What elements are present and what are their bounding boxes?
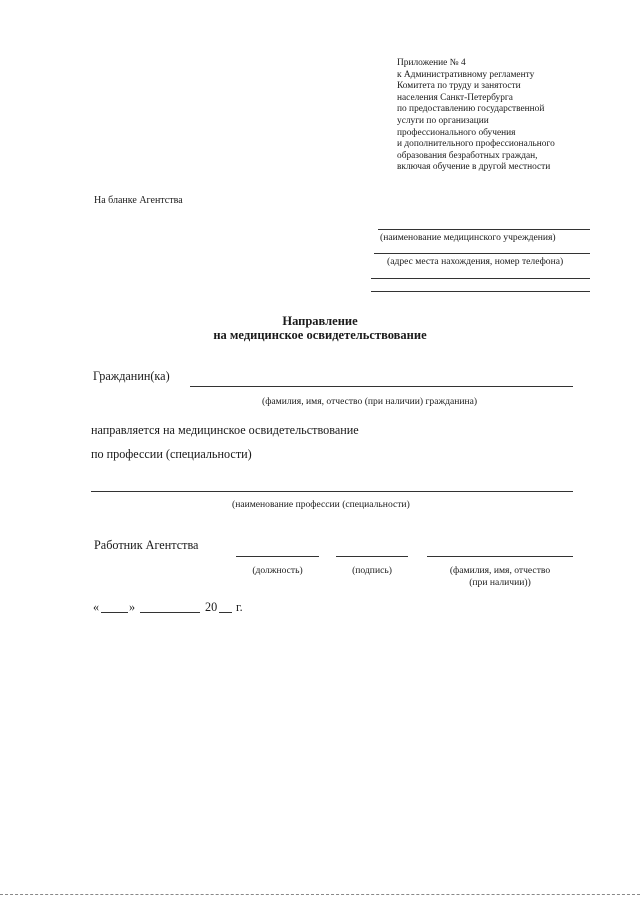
citizen-caption: (фамилия, имя, отчество (при наличии) гражданина) <box>262 396 478 407</box>
appendix-line: Приложение № 4 <box>397 58 466 68</box>
sign-line <box>336 556 408 557</box>
appendix-line: Комитета по труду и занятости <box>397 81 521 92</box>
appendix-line: населения Санкт-Петербурга <box>397 92 513 103</box>
document-title: Направление <box>282 314 358 328</box>
referral-text: направляется на медицинское освидетельствование <box>91 423 359 437</box>
profession-caption: (наименование профессии (специальности) <box>232 499 410 510</box>
date-open-quote: « <box>93 600 100 614</box>
appendix-line: услуги по организации <box>397 115 489 126</box>
day-field <box>101 600 128 613</box>
citizen-label: Гражданин(ка) <box>93 369 170 383</box>
appendix-line: образования безработных граждан, <box>397 150 538 161</box>
letterhead-note: На бланке Агентства <box>94 195 183 206</box>
appendix-line: и дополнительного профессионального <box>397 139 555 150</box>
year-suffix: г. <box>236 600 243 614</box>
document-subtitle: на медицинское освидетельствование <box>213 328 427 342</box>
profession-line <box>91 491 573 492</box>
position-line <box>236 556 319 557</box>
address-line-1 <box>374 253 590 254</box>
address-line-3 <box>371 291 590 292</box>
appendix-line: включая обучение в другой местности <box>397 162 551 173</box>
name-line <box>427 556 573 557</box>
signature-label: Работник Агентства <box>94 538 199 552</box>
year-prefix: 20 <box>205 600 218 614</box>
scan-edge-line <box>0 894 640 895</box>
institution-caption: (наименование медицинского учреждения) <box>380 232 556 243</box>
address-line-2 <box>371 278 590 279</box>
appendix-line: по предоставлению государственной <box>397 104 545 115</box>
position-caption: (должность) <box>252 565 303 576</box>
sign-caption: (подпись) <box>352 565 392 576</box>
profession-label: по профессии (специальности) <box>91 447 252 461</box>
appendix-line: профессионального обучения <box>397 127 516 138</box>
institution-line <box>378 229 590 230</box>
citizen-name-line <box>190 386 573 387</box>
year-field <box>219 600 232 613</box>
appendix-line: к Административному регламенту <box>397 69 535 80</box>
name-caption-1: (фамилия, имя, отчество <box>449 565 551 576</box>
name-caption-2: (при наличии)) <box>469 577 531 588</box>
address-caption: (адрес места нахождения, номер телефона) <box>387 256 564 267</box>
date-close-quote: » <box>129 600 136 614</box>
appendix-block <box>397 58 632 174</box>
month-field <box>140 600 200 613</box>
